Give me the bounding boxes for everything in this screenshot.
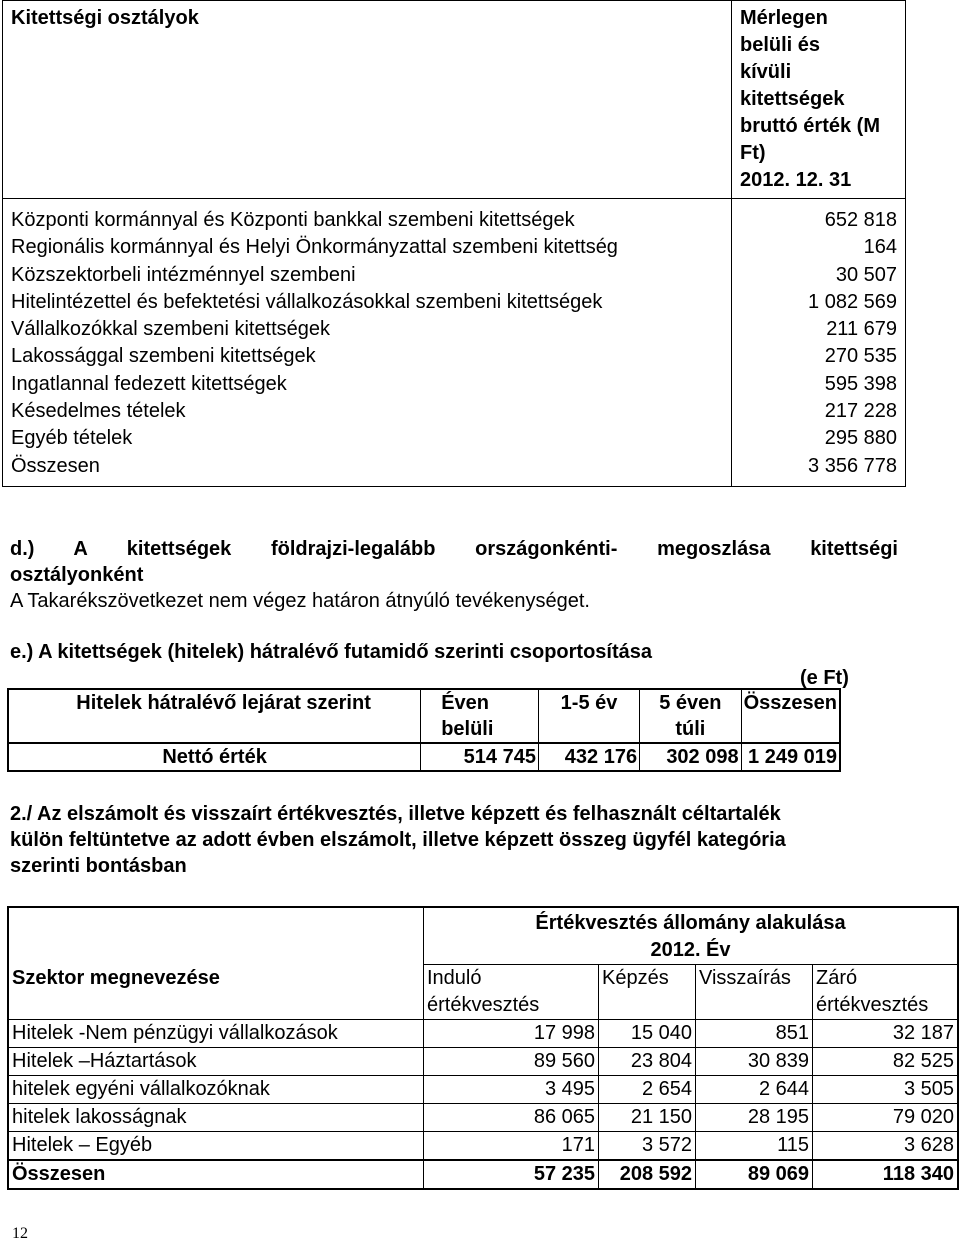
header-exposure-classes: Kitettségi osztályok (3, 1, 732, 199)
row-value: 295 880 (824, 427, 897, 450)
group-header (424, 907, 959, 965)
row-label: Regionális kormánnyal és Helyi Önkormányzattal szembeni kitettség (3, 234, 732, 261)
header-line: Ft) (740, 142, 766, 164)
cell-value: 208 592 (599, 1160, 696, 1189)
total-label: Összesen (8, 1160, 424, 1189)
row-value: 164 (863, 236, 897, 259)
header-line: Induló (427, 967, 482, 989)
row-label: Hitelintézettel és befektetési vállalkozásokkal szembeni kitettségek (3, 289, 732, 316)
table-row (3, 262, 906, 289)
section-2-line: szerinti bontásban (10, 855, 187, 877)
column-header-row (8, 965, 958, 1020)
header-line: Képzés (602, 967, 669, 989)
row-label: Hitelek –Háztartások (8, 1048, 424, 1076)
row-label: Központi kormánnyal és Központi bankkal szembeni kitettségek (3, 199, 732, 235)
table-row (3, 453, 906, 487)
row-label: Közszektorbeli intézménnyel szembeni (3, 262, 732, 289)
header-reversal (696, 965, 813, 1020)
table-row (3, 343, 906, 370)
table-row (8, 1104, 958, 1132)
group-header-row (8, 907, 958, 965)
cell-value: 514 745 (421, 743, 539, 771)
cell-value: 17 998 (424, 1020, 599, 1048)
cell-value: 2 654 (599, 1076, 696, 1104)
section-e-title: e.) A kitettségek (hitelek) hátralévő futamidő szerinti csoportosítása (10, 641, 653, 663)
header-sector: Szektor megnevezése (8, 965, 424, 1020)
header-within-year: Éven belüli (421, 689, 539, 743)
table-row (8, 1048, 958, 1076)
header-line: értékvesztés (816, 994, 929, 1016)
section-2-line: 2./ Az elszámolt és visszaírt értékvesztés, illetve képzett és felhasznált céltartalék (10, 803, 781, 825)
row-label: Késedelmes tételek (3, 398, 732, 425)
cell-value: 15 040 (599, 1020, 696, 1048)
header-line: bruttó érték (M (740, 115, 880, 137)
cell-value: 432 176 (538, 743, 639, 771)
header-line: Visszaírás (699, 967, 791, 989)
section-d-title-line2: osztályonként (10, 564, 144, 586)
table-row (3, 234, 906, 261)
table-header-row (3, 1, 906, 199)
cell-value: 79 020 (813, 1104, 959, 1132)
exposure-classes-table (2, 0, 906, 487)
table-header-row (8, 689, 840, 743)
row-value: 211 679 (826, 318, 897, 341)
header-total: Összesen (741, 689, 840, 743)
cell-value: 57 235 (424, 1160, 599, 1189)
cell-value: 3 628 (813, 1132, 959, 1161)
section-2-line: külön feltüntetve az adott évben elszámolt, illetve képzett összeg ügyfél kategória (10, 829, 786, 851)
header-over-5-years: 5 éven túli (640, 689, 742, 743)
cell-value: 3 572 (599, 1132, 696, 1161)
header-maturity: Hitelek hátralévő lejárat szerint (8, 689, 421, 743)
row-value: 30 507 (835, 263, 897, 286)
table-row (3, 289, 906, 316)
table-row (3, 425, 906, 452)
table-row (8, 1132, 958, 1161)
header-line: Mérlegen (740, 7, 828, 29)
table-row (3, 199, 906, 235)
row-label: Hitelek -Nem pénzügyi vállalkozások (8, 1020, 424, 1048)
cell-value: 28 195 (696, 1104, 813, 1132)
section-d-body: A Takarékszövetkezet nem végez határon átnyúló tevékenységet. (10, 590, 590, 612)
group-header-line: Értékvesztés állomány alakulása (535, 912, 846, 934)
cell-value: 21 150 (599, 1104, 696, 1132)
cell-value: 171 (424, 1132, 599, 1161)
header-opening (424, 965, 599, 1020)
section-d-title-line1: d.) A kitettségek földrajzi-legalább országonkénti- megoszlása kitettségi (10, 538, 898, 560)
row-net-value-label: Nettó érték (8, 743, 421, 771)
cell-value: 1 249 019 (741, 743, 840, 771)
cell-value: 115 (696, 1132, 813, 1161)
section-d (10, 536, 898, 614)
table-row (3, 398, 906, 425)
group-header-line: 2012. Év (650, 939, 731, 961)
row-label: Egyéb tételek (3, 425, 732, 452)
row-label: Vállalkozókkal szembeni kitettségek (3, 316, 732, 343)
cell-value: 118 340 (813, 1160, 959, 1189)
header-formation (599, 965, 696, 1020)
table-row (8, 743, 840, 771)
maturity-table (7, 688, 841, 772)
row-label: Hitelek – Egyéb (8, 1132, 424, 1161)
row-value: 1 082 569 (808, 290, 897, 313)
header-gross-value (732, 1, 906, 199)
total-row (8, 1160, 958, 1189)
row-value: 595 398 (824, 372, 897, 395)
row-label: Összesen (3, 453, 732, 487)
impairment-table (7, 906, 959, 1190)
cell-value: 82 525 (813, 1048, 959, 1076)
header-closing (813, 965, 959, 1020)
header-1-5-years: 1-5 év (538, 689, 639, 743)
row-value: 3 356 778 (808, 454, 897, 477)
blank-cell (8, 907, 424, 965)
cell-value: 302 098 (640, 743, 742, 771)
row-value: 652 818 (824, 209, 897, 231)
row-label: Lakossággal szembeni kitettségek (3, 343, 732, 370)
table-row (8, 1076, 958, 1104)
unit-label: (e Ft) (800, 667, 849, 689)
header-line: belüli és (740, 34, 821, 56)
row-value: 217 228 (824, 400, 897, 423)
row-value: 270 535 (824, 345, 897, 368)
page-number: 12 (12, 1225, 28, 1242)
section-2-title (10, 801, 960, 879)
cell-value: 23 804 (599, 1048, 696, 1076)
header-line: kitettségek (740, 88, 845, 110)
header-line: értékvesztés (427, 994, 540, 1016)
row-label: hitelek lakosságnak (8, 1104, 424, 1132)
row-label: hitelek egyéni vállalkozóknak (8, 1076, 424, 1104)
cell-value: 30 839 (696, 1048, 813, 1076)
header-line: kívüli (740, 61, 792, 83)
header-line: Záró (816, 967, 858, 989)
cell-value: 3 505 (813, 1076, 959, 1104)
cell-value: 89 560 (424, 1048, 599, 1076)
table-row (3, 371, 906, 398)
cell-value: 3 495 (424, 1076, 599, 1104)
cell-value: 851 (696, 1020, 813, 1048)
table-row (8, 1020, 958, 1048)
cell-value: 32 187 (813, 1020, 959, 1048)
cell-value: 89 069 (696, 1160, 813, 1189)
header-line: 2012. 12. 31 (740, 169, 852, 191)
row-label: Ingatlannal fedezett kitettségek (3, 371, 732, 398)
cell-value: 86 065 (424, 1104, 599, 1132)
table-row (3, 316, 906, 343)
cell-value: 2 644 (696, 1076, 813, 1104)
